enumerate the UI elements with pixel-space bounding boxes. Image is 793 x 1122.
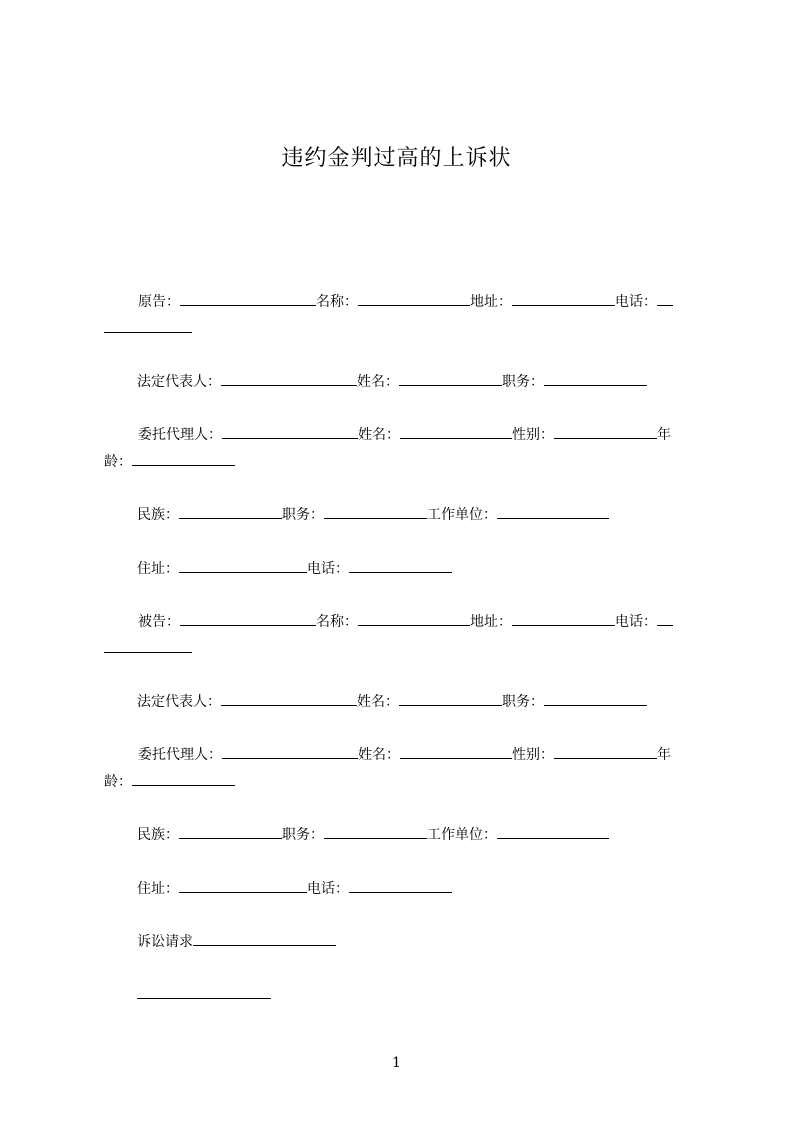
plaintiff-residence-blank[interactable] [179,558,307,573]
page-number: 1 [392,1055,401,1071]
defendant-line-3 [138,744,671,765]
plaintiff-legal-rep-position-label: 职务： [502,374,544,390]
plaintiff-agent-age-label-a: 年 [657,427,671,443]
plaintiff-name-blank[interactable] [358,291,470,306]
plaintiff-agent-gender-label: 性别： [512,427,554,443]
defendant-phone-label: 电话： [615,614,657,630]
plaintiff-address-label: 地址： [470,294,512,310]
defendant-line-3-cont [104,771,235,792]
defendant-line-5 [137,878,452,899]
defendant-name-blank[interactable] [358,611,470,626]
claims-line-2 [137,984,271,1005]
defendant-legal-rep-blank[interactable] [221,691,357,706]
defendant-label: 被告： [138,614,180,630]
plaintiff-agent-name-blank[interactable] [400,424,512,439]
plaintiff-legal-rep-name-label: 姓名： [357,374,399,390]
plaintiff-ethnicity-label: 民族： [137,507,179,523]
defendant-line-1 [138,611,673,632]
defendant-ethnicity-label: 民族： [137,827,179,843]
defendant-employer-label: 工作单位： [427,827,497,843]
document-title: 违约金判过高的上诉状 [281,146,512,171]
defendant-agent-age-blank[interactable] [132,771,235,786]
plaintiff-line-5 [137,558,452,579]
plaintiff-agent-gender-blank[interactable] [554,424,657,439]
plaintiff-residence-label: 住址： [137,561,179,577]
plaintiff-agent-age-blank[interactable] [132,451,235,466]
defendant-legal-rep-label: 法定代表人： [137,694,221,710]
defendant-name-label: 名称： [316,614,358,630]
plaintiff-line-3-cont [104,451,235,472]
defendant-address-label: 地址： [470,614,512,630]
plaintiff-agent-age-label-b: 龄： [104,454,132,470]
defendant-legal-rep-name-blank[interactable] [399,691,502,706]
plaintiff-employer-label: 工作单位： [427,507,497,523]
claims-blank[interactable] [193,931,336,946]
defendant-ethnicity-blank[interactable] [179,824,282,839]
defendant-residence-phone-label: 电话： [307,881,349,897]
defendant-employer-blank[interactable] [497,824,609,839]
plaintiff-line-1 [138,291,673,312]
plaintiff-employer-blank[interactable] [497,504,609,519]
plaintiff-agent-label: 委托代理人： [138,427,222,443]
plaintiff-residence-phone-label: 电话： [307,561,349,577]
defendant-agent-gender-label: 性别： [512,747,554,763]
defendant-blank[interactable] [180,611,316,626]
defendant-residence-blank[interactable] [179,878,307,893]
plaintiff-phone-blank[interactable] [657,291,673,306]
plaintiff-position-label: 职务： [282,507,324,523]
plaintiff-legal-rep-blank[interactable] [221,371,357,386]
defendant-agent-name-label: 姓名： [358,747,400,763]
defendant-legal-rep-name-label: 姓名： [357,694,399,710]
defendant-position-label: 职务： [282,827,324,843]
plaintiff-phone-label: 电话： [615,294,657,310]
plaintiff-position-blank[interactable] [324,504,427,519]
plaintiff-phone-blank-cont[interactable] [104,318,192,333]
defendant-address-blank[interactable] [512,611,615,626]
defendant-agent-label: 委托代理人： [138,747,222,763]
defendant-agent-blank[interactable] [222,744,358,759]
defendant-phone-blank[interactable] [657,611,673,626]
plaintiff-address-blank[interactable] [512,291,615,306]
defendant-phone-blank-cont[interactable] [104,638,192,653]
defendant-position-blank[interactable] [324,824,427,839]
defendant-line-1-cont [104,638,192,659]
claims-label: 诉讼请求 [137,934,193,950]
plaintiff-legal-rep-position-blank[interactable] [544,371,647,386]
defendant-legal-rep-position-label: 职务： [502,694,544,710]
defendant-legal-rep-position-blank[interactable] [544,691,647,706]
claims-line [137,931,336,952]
defendant-agent-gender-blank[interactable] [554,744,657,759]
plaintiff-agent-blank[interactable] [222,424,358,439]
plaintiff-agent-name-label: 姓名： [358,427,400,443]
defendant-line-4 [137,824,609,845]
plaintiff-legal-rep-name-blank[interactable] [399,371,502,386]
defendant-agent-name-blank[interactable] [400,744,512,759]
plaintiff-legal-rep-label: 法定代表人： [137,374,221,390]
defendant-agent-age-label-b: 龄： [104,774,132,790]
plaintiff-line-1-cont [104,318,192,339]
plaintiff-residence-phone-blank[interactable] [349,558,452,573]
defendant-residence-phone-blank[interactable] [349,878,452,893]
plaintiff-ethnicity-blank[interactable] [179,504,282,519]
claims-blank-2[interactable] [137,984,271,999]
plaintiff-line-3 [138,424,671,445]
plaintiff-label: 原告： [138,294,180,310]
defendant-residence-label: 住址： [137,881,179,897]
plaintiff-line-4 [137,504,609,525]
plaintiff-line-2 [137,371,647,392]
defendant-agent-age-label-a: 年 [657,747,671,763]
plaintiff-blank[interactable] [180,291,316,306]
defendant-line-2 [137,691,647,712]
plaintiff-name-label: 名称： [316,294,358,310]
